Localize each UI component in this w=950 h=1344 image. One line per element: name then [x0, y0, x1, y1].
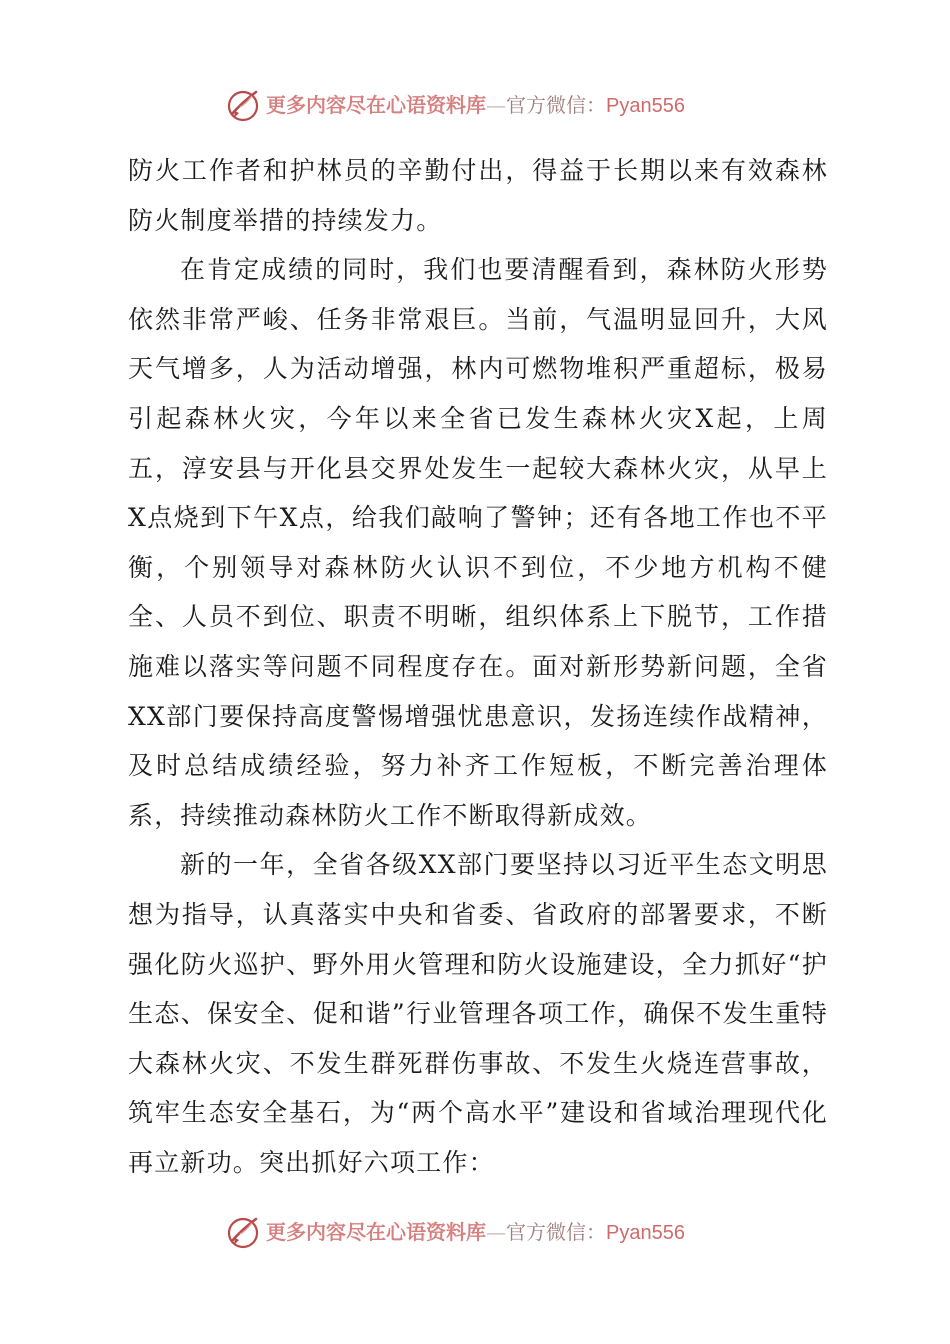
pen-logo-icon — [226, 1214, 262, 1250]
watermark-separator: — — [486, 92, 506, 117]
watermark-text — [266, 84, 685, 127]
watermark-separator: — — [486, 1219, 506, 1244]
paragraph-new-year-tasks: 新的一年，全省各级XX部门要坚持以习近平生态文明思想为指导，认真落实中央和省委、省政府的部署要求，不断强化防火巡护、野外用火管理和防火设施建设，全力抓好“护生态、保安全、促和谐”行业管理各项工作，确保不发生重特大森林火灾、不发生群死群伤事故、不发生火烧连营事故，筑牢生态安全基石，为“两个高水平”建设和省域治理现代化再立新功。突出抓好六项工作： — [128, 850, 828, 1177]
watermark-text — [266, 1211, 685, 1254]
watermark-site-name: 更多内容尽在心语资料库 — [266, 1219, 486, 1244]
watermark-platform-label: 官方微信： — [506, 92, 606, 117]
paragraph-continuation: 防火工作者和护林员的辛勤付出，得益于长期以来有效森林防火制度举措的持续发力。 — [128, 156, 828, 235]
watermark-wechat-id: Pyan556 — [606, 1221, 685, 1244]
footer-watermark-banner — [226, 1211, 746, 1253]
watermark-site-name: 更多内容尽在心语资料库 — [266, 92, 486, 117]
paragraph-situation: 在肯定成绩的同时，我们也要清醒看到，森林防火形势依然非常严峻、任务非常艰巨。当前，气温明显回升，大风天气增多，人为活动增强，林内可燃物堆积严重超标，极易引起森林火灾，今年以来全省已发生森林火灾X起，上周五，淳安县与开化县交界处发生一起较大森林火灾，从早上X点烧到下午X点，给我们敲响了警钟；还有各地工作也不平衡，个别领导对森林防火认识不到位，不少地方机构不健全、人员不到位、职责不明晰，组织体系上下脱节，工作措施难以落实等问题不同程度存在。面对新形势新问题，全省XX部门要保持高度警惕增强忧患意识，发扬连续作战精神，及时总结成绩经验，努力补齐工作短板，不断完善治理体系，持续推动森林防火工作不断取得新成效。 — [128, 255, 828, 830]
document-body — [128, 146, 828, 1187]
watermark-wechat-id: Pyan556 — [606, 94, 685, 117]
watermark-platform-label: 官方微信： — [506, 1219, 606, 1244]
header-watermark-banner — [226, 84, 746, 126]
pen-logo-icon — [226, 87, 262, 123]
